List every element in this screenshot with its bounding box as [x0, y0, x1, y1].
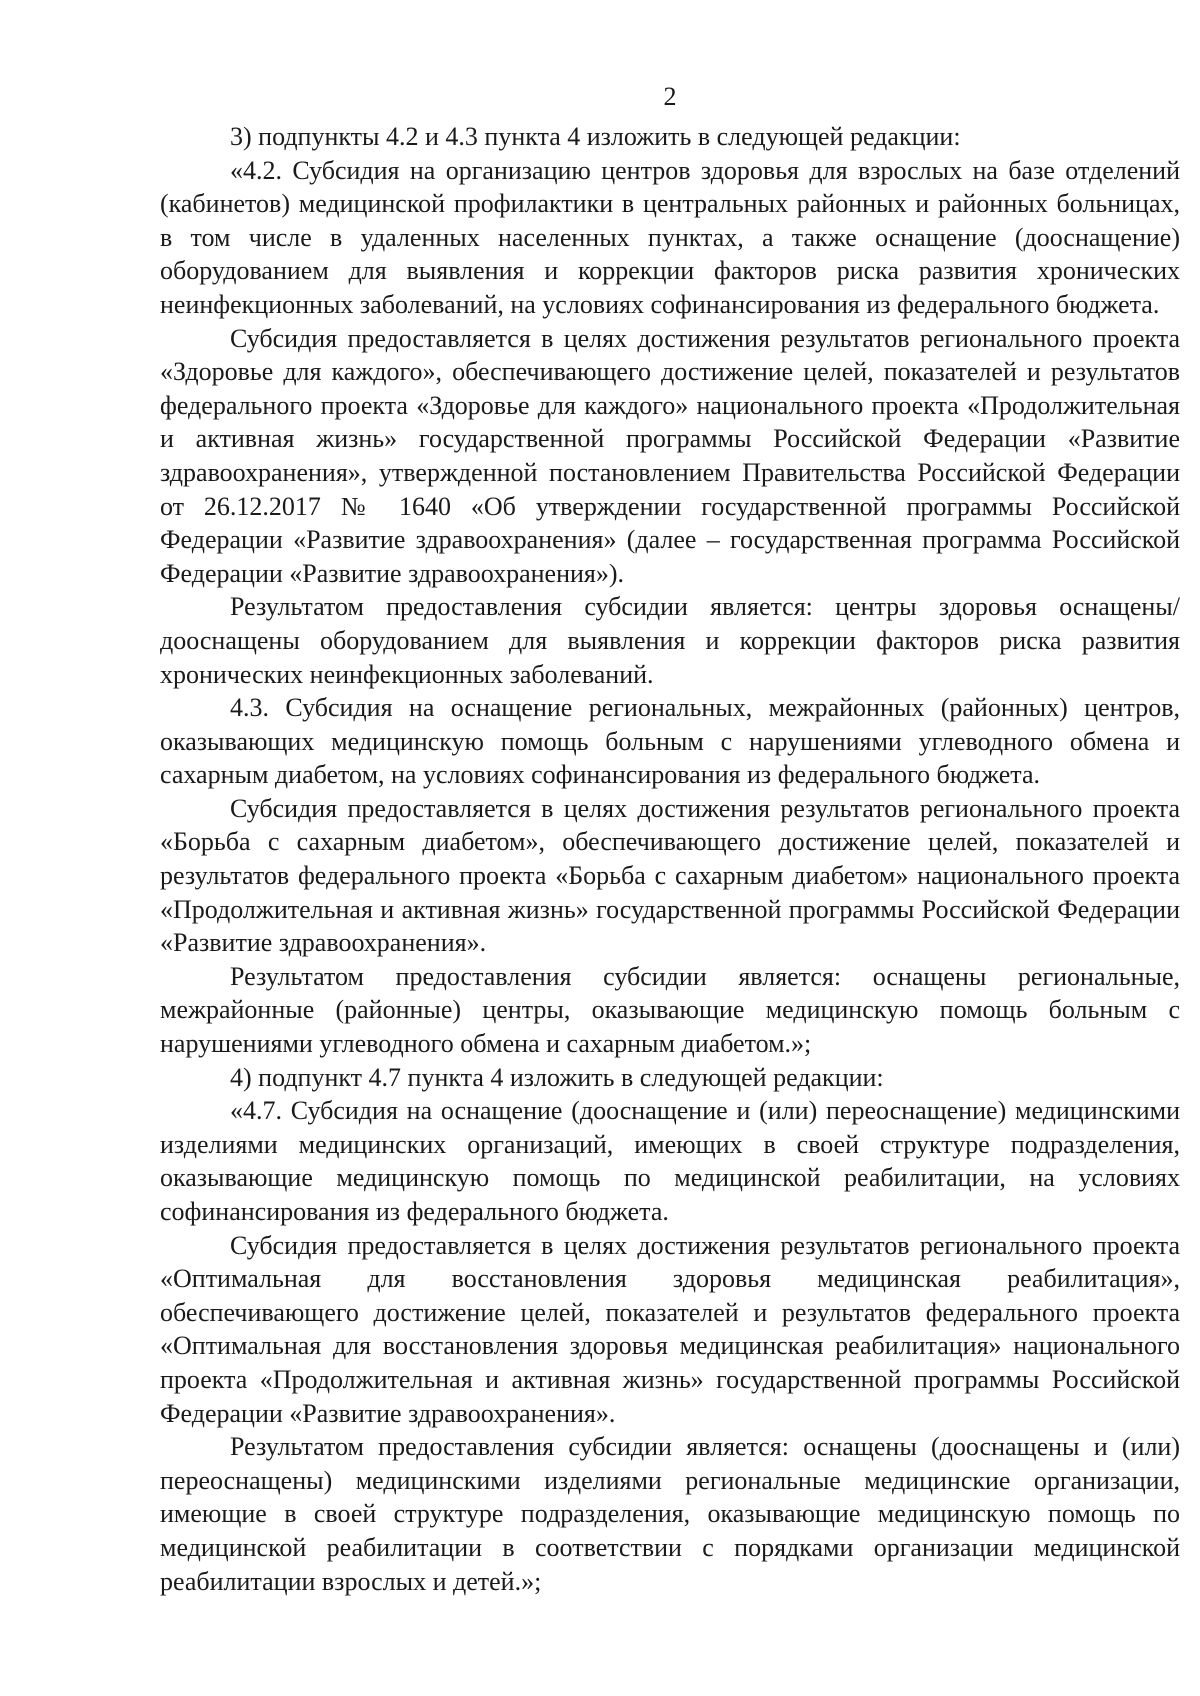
paragraph-4-2-title: «4.2. Субсидия на организацию центров здоровья для взрослых на базе отделений (кабинетов) медицинской профилактики в центральных районных и районных больницах, в том числе в удаленных населенных пунктах, а также оснащение (дооснащение) оборудованием для выявления и коррекции факторов риска развития хронических неинфекционных заболеваний, на условиях софинансирования из федерального бюджета. — [160, 155, 1180, 319]
paragraph-4-7-result: Результатом предоставления субсидии является: оснащены (дооснащены и (или) переоснащены) медицинскими изделиями региональные медицинские организации, имеющие в своей структуре подразделения, оказывающие медицинскую помощь по медицинской реабилитации в соответствии с порядками организации медицинской реабилитации взрослых и детей.»; — [160, 1432, 1180, 1596]
page-number: 2 — [663, 82, 677, 111]
paragraph-item-3: 3) подпункты 4.2 и 4.3 пункта 4 изложить в следующей редакции: — [230, 122, 961, 151]
paragraph-4-3-title: 4.3. Субсидия на оснащение региональных, межрайонных (районных) центров, оказывающих медицинскую помощь больным с нарушениями углеводного обмена и сахарным диабетом, на условиях софинансирования из федерального бюджета. — [160, 693, 1180, 790]
paragraph-4-2-purpose: Субсидия предоставляется в целях достижения результатов регионального проекта «Здоровье для каждого», обеспечивающего достижение целей, показателей и результатов федерального проекта «Здоровье для каждого» национального проекта «Продолжительная и активная жизнь» государственной программы Российской Федерации «Развитие здравоохранения», утвержденной постановлением Правительства Российской Федерации от 26.12.2017 № 1640 «Об утверждении государственной программы Российской Федерации «Развитие здравоохранения» (далее – государственная программа Российской Федерации «Развитие здравоохранения»). — [160, 323, 1180, 588]
paragraph-item-4: 4) подпункт 4.7 пункта 4 изложить в следующей редакции: — [230, 1062, 884, 1092]
paragraph-4-3-result: Результатом предоставления субсидии является: оснащены региональные, межрайонные (районные) центры, оказывающие медицинскую помощь больным с нарушениями углеводного обмена и сахарным диабетом.»; — [160, 961, 1180, 1059]
paragraph-4-7-purpose: Субсидия предоставляется в целях достижения результатов регионального проекта «Оптимальная для восстановления здоровья медицинская реабилитация», обеспечивающего достижение целей, показателей и результатов федерального проекта «Оптимальная для восстановления здоровья медицинская реабилитация» национального проекта «Продолжительная и активная жизнь» государственной программы Российской Федерации «Развитие здравоохранения». — [160, 1230, 1180, 1428]
paragraph-4-3-purpose: Субсидия предоставляется в целях достижения результатов регионального проекта «Борьба с сахарным диабетом», обеспечивающего достижение целей, показателей и результатов федерального проекта «Борьба с сахарным диабетом» национального проекта «Продолжительная и активная жизнь» государственной программы Российской Федерации «Развитие здравоохранения». — [160, 793, 1180, 958]
document-body — [160, 120, 1180, 1598]
paragraph-4-2-result: Результатом предоставления субсидии является: центры здоровья оснащены/дооснащены оборудованием для выявления и коррекции факторов риска развития хронических неинфекционных заболеваний. — [160, 592, 1180, 689]
paragraph-4-7-title: «4.7. Субсидия на оснащение (дооснащение и (или) переоснащение) медицинскими изделиями медицинских организаций, имеющих в своей структуре подразделения, оказывающие медицинскую помощь по медицинской реабилитации, на условиях софинансирования из федерального бюджета. — [160, 1096, 1180, 1226]
